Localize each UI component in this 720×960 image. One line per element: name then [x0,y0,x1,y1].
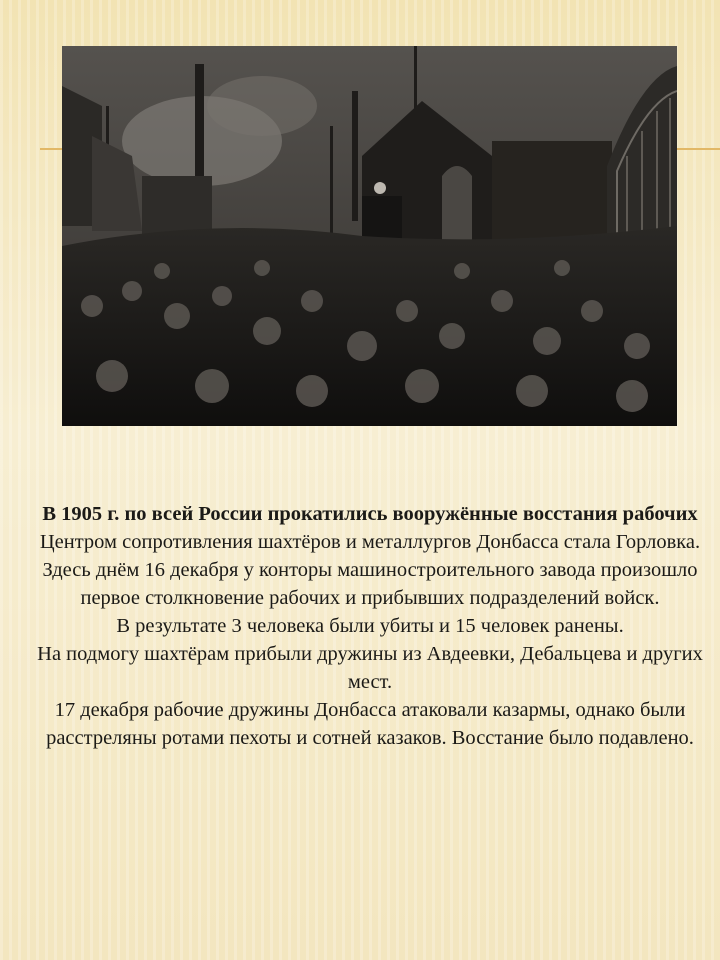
paragraph: Здесь днём 16 декабря у конторы машиностроительного завода произошло первое столкновение рабочих и прибывших подразделений войск. [42,559,698,609]
photo-illustration [62,46,677,426]
smoke-cloud [207,76,317,136]
speaker [374,182,386,194]
slide-title: В 1905 г. по всей России прокатились вооружённые восстания рабочих [42,503,698,525]
paragraph: 17 декабря рабочие дружины Донбасса атаковали казармы, однако были расстреляны ротами пехоты и сотней казаков. Восстание было подавлено. [46,699,694,749]
building [142,176,212,236]
arched-doorway [442,166,472,246]
paragraph: Центром сопротивления шахтёров и металлургов Донбасса стала Горловка. [39,531,701,553]
decorative-line-left [40,148,64,150]
pole [330,126,333,236]
slide-text [30,500,710,752]
paragraph: В результате 3 человека были убиты и 15 человек ранены. [116,615,624,637]
crowd [62,226,677,426]
historical-photo [62,46,677,426]
paragraph: На подмогу шахтёрам прибыли дружины из Авдеевки, Дебальцева и других мест. [37,643,703,693]
chimney [352,91,358,221]
decorative-line-right [676,148,720,150]
